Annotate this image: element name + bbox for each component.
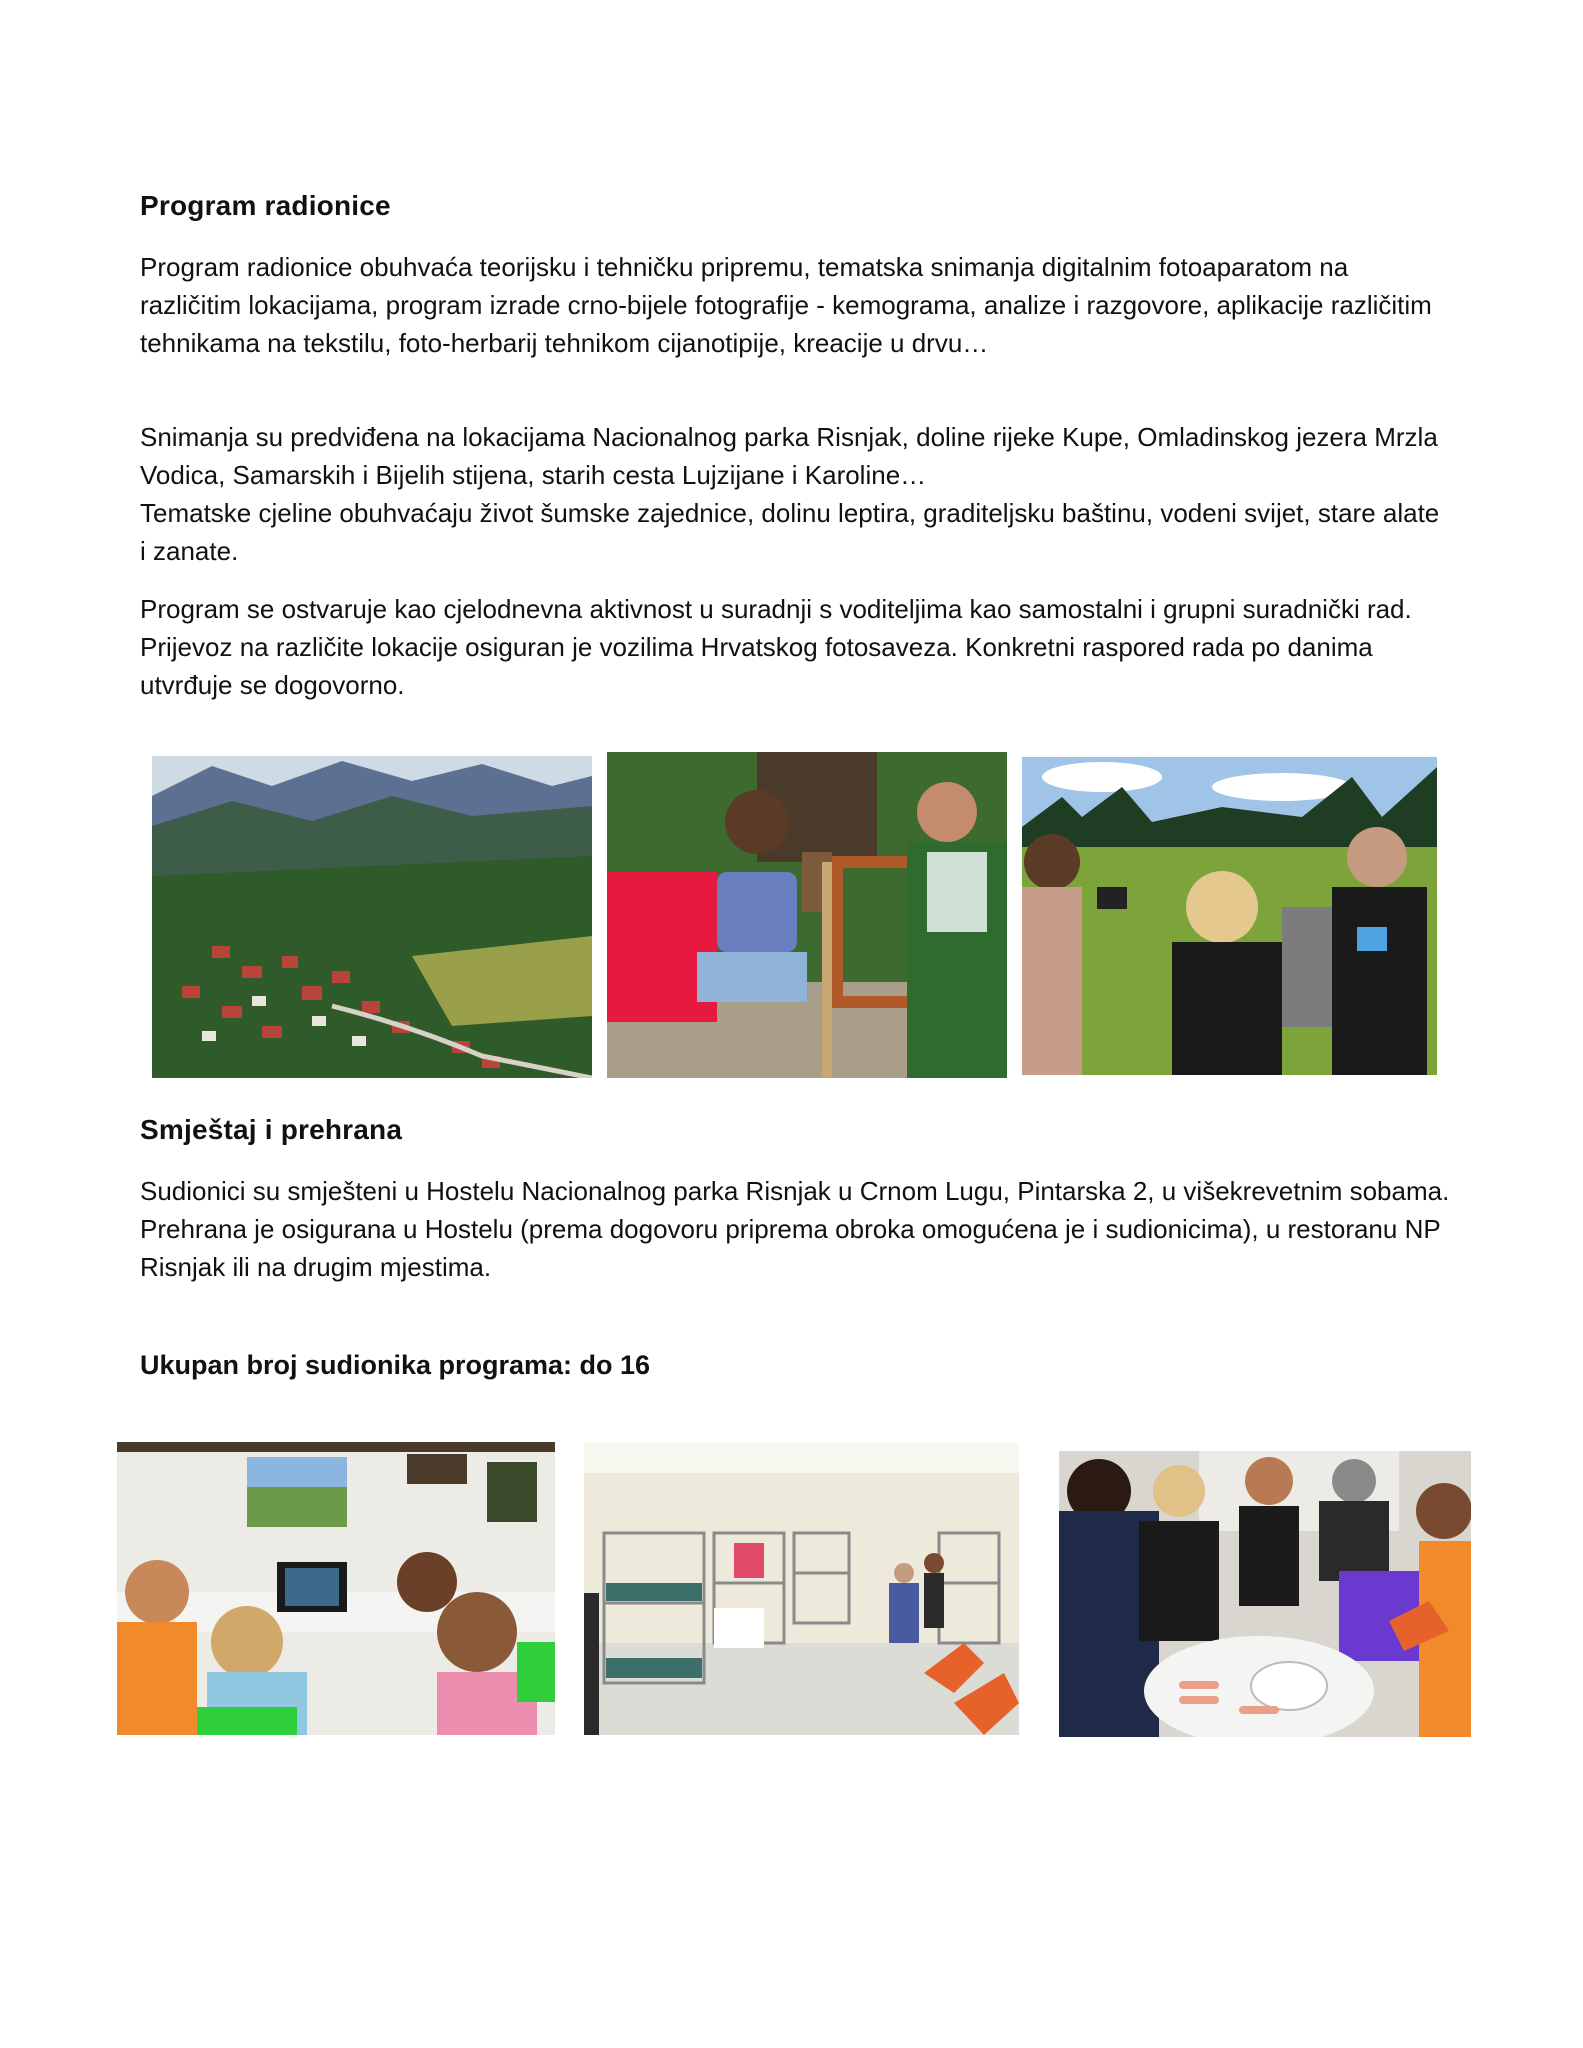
program-paragraph-1: Program radionice obuhvaća teorijsku i tehničku pripremu, tematska snimanja digitalnim fotoaparatom na različitim lokacijama, program izrade crno-bijele fotografije - kemograma, analize i razgovore, aplikacije različitim tehnikama na tekstilu, foto-herbarij tehnikom cijanotipije, kreacije u drvu…: [140, 252, 1432, 358]
aerial-village-image: [152, 756, 592, 1078]
accommodation-text: [140, 1172, 1450, 1286]
hostel-dorm-image: [584, 1443, 1019, 1735]
accommodation-paragraph-1b: Prehrana je osigurana u Hostelu (prema dogovoru priprema obroka omogućena je i sudionicima), u restoranu NP Risnjak ili na drugim mjestima.: [140, 1214, 1441, 1282]
kitchen-cooking-image: [1059, 1451, 1471, 1737]
photo-hostel-dorm: [584, 1443, 1019, 1735]
program-section: [140, 190, 1450, 222]
program-text-3: [140, 590, 1450, 704]
program-paragraph-2a: Snimanja su predviđena na lokacijama Nacionalnog parka Risnjak, doline rijeke Kupe, Omladinskog jezera Mrzla Vodica, Samarskih i Bijelih stijena, starih cesta Lujzijane i Karoline…: [140, 422, 1438, 490]
program-paragraph-3: Program se ostvaruje kao cjelodnevna aktivnost u suradnji s voditeljima kao samostalni i grupni suradnički rad. Prijevoz na različite lokacije osiguran je vozilima Hrvatskog fotosaveza. Konkretni raspored rada po danima utvrđuje se dogovorno.: [140, 594, 1412, 700]
program-text: [140, 248, 1450, 362]
photo-woodwork: [607, 752, 1007, 1078]
participants-count: Ukupan broj sudionika programa: do 16: [140, 1350, 651, 1380]
program-text-2: [140, 418, 1450, 570]
accommodation-section: [140, 1114, 1450, 1146]
program-paragraph-2b: Tematske cjeline obuhvaćaju život šumske zajednice, dolinu leptira, graditeljsku baštinu, vodeni svijet, stare alate i zanate.: [140, 498, 1440, 566]
photo-kitchen-cooking: [1059, 1451, 1471, 1737]
computer-room-image: [117, 1442, 555, 1735]
photo-aerial-village: [152, 756, 592, 1078]
participants-block: [140, 1346, 1450, 1384]
meadow-image: [1022, 757, 1437, 1075]
photo-meadow: [1022, 757, 1437, 1075]
accommodation-heading: Smještaj i prehrana: [140, 1114, 403, 1145]
program-heading: Program radionice: [140, 190, 391, 221]
photo-computer-room: [117, 1442, 555, 1735]
woodwork-image: [607, 752, 1007, 1078]
accommodation-paragraph-1a: Sudionici su smješteni u Hostelu Nacionalnog parka Risnjak u Crnom Lugu, Pintarska 2, u višekrevetnim sobama.: [140, 1176, 1450, 1206]
